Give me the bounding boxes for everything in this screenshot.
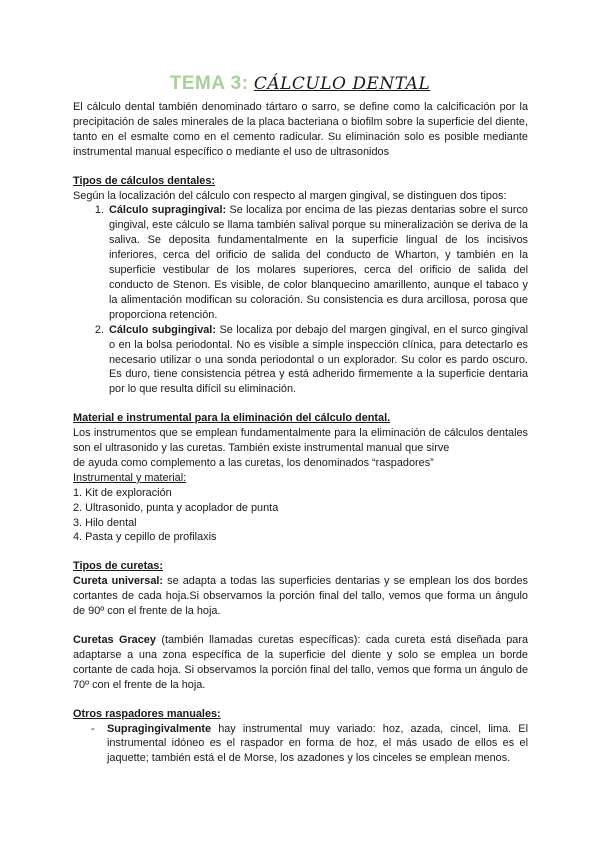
cureta-gracey-text: (también llamadas curetas específicas): cada cureta está diseñada para adaptarse a una zona específica de la superficie del diente y solo se emplea un borde cortante de cada hoja. Si observamos la porción final del tallo, vemos que forma un ángulo de 70º con el frente de la hoja. [73, 634, 528, 691]
list-item-term: Supragingivalmente [107, 722, 212, 735]
spacer [73, 693, 528, 707]
cureta-gracey-paragraph [73, 633, 528, 693]
intro-paragraph: El cálculo dental también denominado tártaro o sarro, se define como la calcificación por la precipitación de sales minerales de la placa bacteriana o biofilm sobre la superficie del diente, tanto en el esmalte como en el cemento radicular. Su eliminación solo es posible mediante instrumental manual específico o mediante el uso de ultrasonidos [73, 101, 528, 158]
list-item-text: Se localiza por debajo del margen gingival, en el surco gingival o en la bolsa periodontal. No es visible a simple inspección clínica, para detectarlo es necesario utilizar o una sonda periodontal o un explorador. Su color es pardo oscuro. Es duro, tiene consistencia pétrea y está adherido firmemente a la superficie dentaria por lo que resulta difícil su eliminación. [109, 323, 529, 396]
title-label: TEMA 3: [169, 73, 249, 94]
spacer [73, 160, 528, 174]
spacer [73, 545, 528, 559]
list-item [107, 722, 528, 767]
material-paragraph: Los instrumentos que se emplean fundamentalmente para la eliminación de cálculos dentales son el ultrasonido y las curetas. También existe instrumental manual que sirve [73, 427, 528, 455]
tipos-list [73, 203, 528, 397]
list-item: 4. Pasta y cepillo de profilaxis [73, 531, 217, 544]
tipos-heading: Tipos de cálculos dentales: [73, 174, 216, 187]
cureta-gracey-term: Curetas Gracey [73, 634, 156, 646]
material-paragraph-end: de ayuda como complemento a las curetas, los denominados “raspadores” [73, 456, 434, 469]
document-body [73, 100, 528, 766]
spacer [73, 397, 528, 411]
page-title [0, 72, 600, 96]
spacer [73, 619, 528, 633]
material-heading: Material e instrumental para la eliminación del cálculo dental. [73, 412, 391, 425]
list-item: 3. Hilo dental [73, 516, 137, 529]
list-item [107, 203, 528, 322]
list-item-term: Cálculo supragingival: [109, 204, 227, 217]
curetas-heading: Tipos de curetas: [73, 560, 163, 573]
tipos-lead: Según la localización del cálculo con respecto al margen gingival, se distinguen dos tipos: [73, 189, 507, 202]
raspadores-list [73, 722, 528, 767]
title-topic: CÁLCULO DENTAL [253, 74, 431, 94]
raspadores-heading: Otros raspadores manuales: [73, 707, 221, 720]
list-item-text: Se localiza por encima de las piezas dentarias sobre el surco gingival, este cálculo se llama también salival porque su mineralización se deriva de la saliva. Se deposita fundamentalmente en la superficie lingual de los incisivos inferiores, cerca del orificio de salida del conducto de Wharton, y también en la superficie vestibular de los molares superiores, cerca del orificio de salida del conducto de Stenon. Es visible, de color blanquecino amarillento, aunque el tabaco y la alimentación modifican su coloración. Su consistencia es dura arcillosa, porosa que proporciona retención. [109, 204, 528, 321]
cureta-universal-paragraph [73, 574, 528, 619]
cureta-universal-text: se adapta a todas las superficies dentarias y se emplean los dos bordes cortantes de cada hoja.Si observamos la porción final del tallo, vemos que forma un ángulo de 90º con el frente de la hoja. [73, 575, 528, 618]
list-item-text: hay instrumental muy variado: hoz, azada, cincel, lima. El instrumental idóneo es el raspador en forma de hoz, el más usado de ellos es el jaquette; también está el de Morse, los azadones y los cinceles se emplean menos. [107, 722, 528, 765]
instrumental-subheading: Instrumental y material: [73, 471, 187, 484]
list-item: 2. Ultrasonido, punta y acoplador de punta [73, 501, 279, 514]
list-item-term: Cálculo subgingival: [109, 323, 216, 336]
cureta-universal-term: Cureta universal: [73, 575, 164, 588]
list-item: 1. Kit de exploración [73, 486, 172, 499]
list-item [107, 323, 528, 398]
